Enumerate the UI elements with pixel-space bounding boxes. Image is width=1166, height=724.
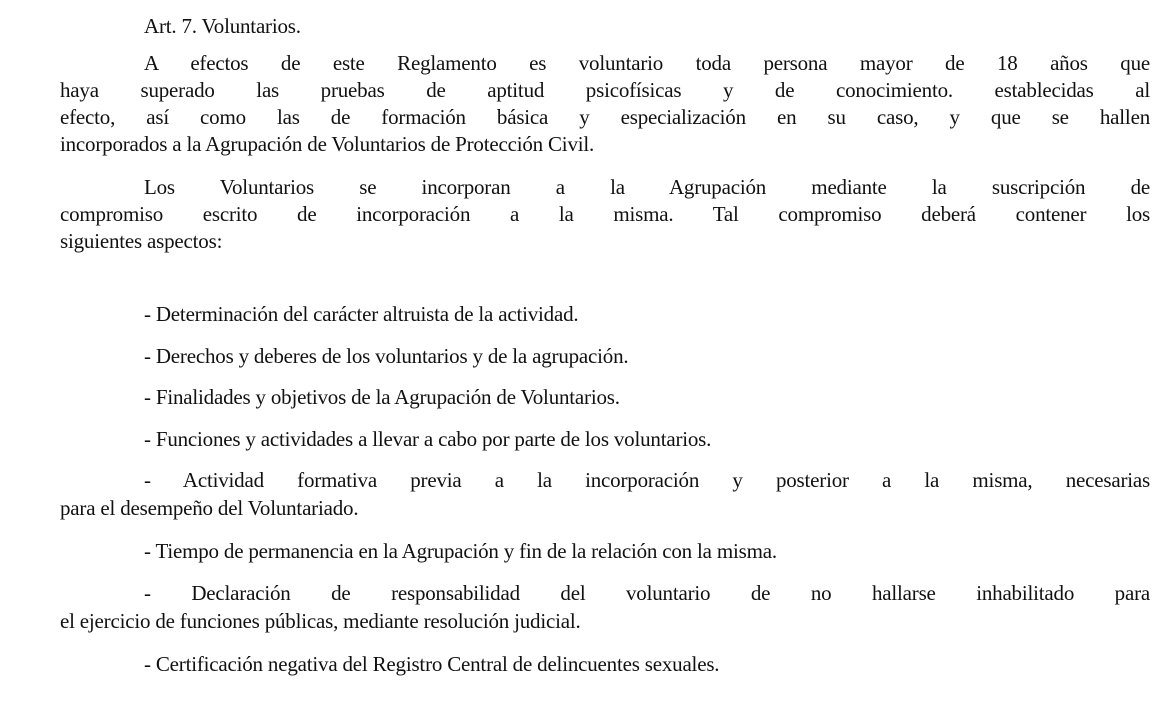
list-item-7-line-2: el ejercicio de funciones públicas, mediante resolución judicial. xyxy=(60,609,581,633)
list-item-7-line-1: - Declaración de responsabilidad del voluntario de no hallarse inhabilitado para xyxy=(144,581,1150,605)
list-item-5-line-1: - Actividad formativa previa a la incorporación y posterior a la misma, necesarias xyxy=(144,468,1150,492)
list-item-5-line-2: para el desempeño del Voluntariado. xyxy=(60,496,359,520)
paragraph-2-line-2: compromiso escrito de incorporación a la misma. Tal compromiso deberá contener los xyxy=(60,202,1150,226)
list-item-4: - Funciones y actividades a llevar a cabo por parte de los voluntarios. xyxy=(144,427,712,451)
paragraph-2-line-1: Los Voluntarios se incorporan a la Agrupación mediante la suscripción de xyxy=(144,175,1150,199)
article-heading: Art. 7. Voluntarios. xyxy=(144,14,301,38)
paragraph-2-line-3: siguientes aspectos: xyxy=(60,229,223,253)
list-item-8: - Certificación negativa del Registro Central de delincuentes sexuales. xyxy=(144,652,720,676)
paragraph-1-line-1: A efectos de este Reglamento es voluntario toda persona mayor de 18 años que xyxy=(144,51,1150,75)
list-item-3: - Finalidades y objetivos de la Agrupación de Voluntarios. xyxy=(144,385,620,409)
list-item-1: - Determinación del carácter altruista de la actividad. xyxy=(144,302,579,326)
paragraph-1-line-2: haya superado las pruebas de aptitud psicofísicas y de conocimiento. establecidas al xyxy=(60,78,1150,102)
paragraph-1-line-3: efecto, así como las de formación básica y especialización en su caso, y que se hallen xyxy=(60,105,1150,129)
list-item-6: - Tiempo de permanencia en la Agrupación y fin de la relación con la misma. xyxy=(144,539,777,563)
paragraph-1-line-4: incorporados a la Agrupación de Voluntarios de Protección Civil. xyxy=(60,132,595,156)
list-item-2: - Derechos y deberes de los voluntarios y de la agrupación. xyxy=(144,344,629,368)
